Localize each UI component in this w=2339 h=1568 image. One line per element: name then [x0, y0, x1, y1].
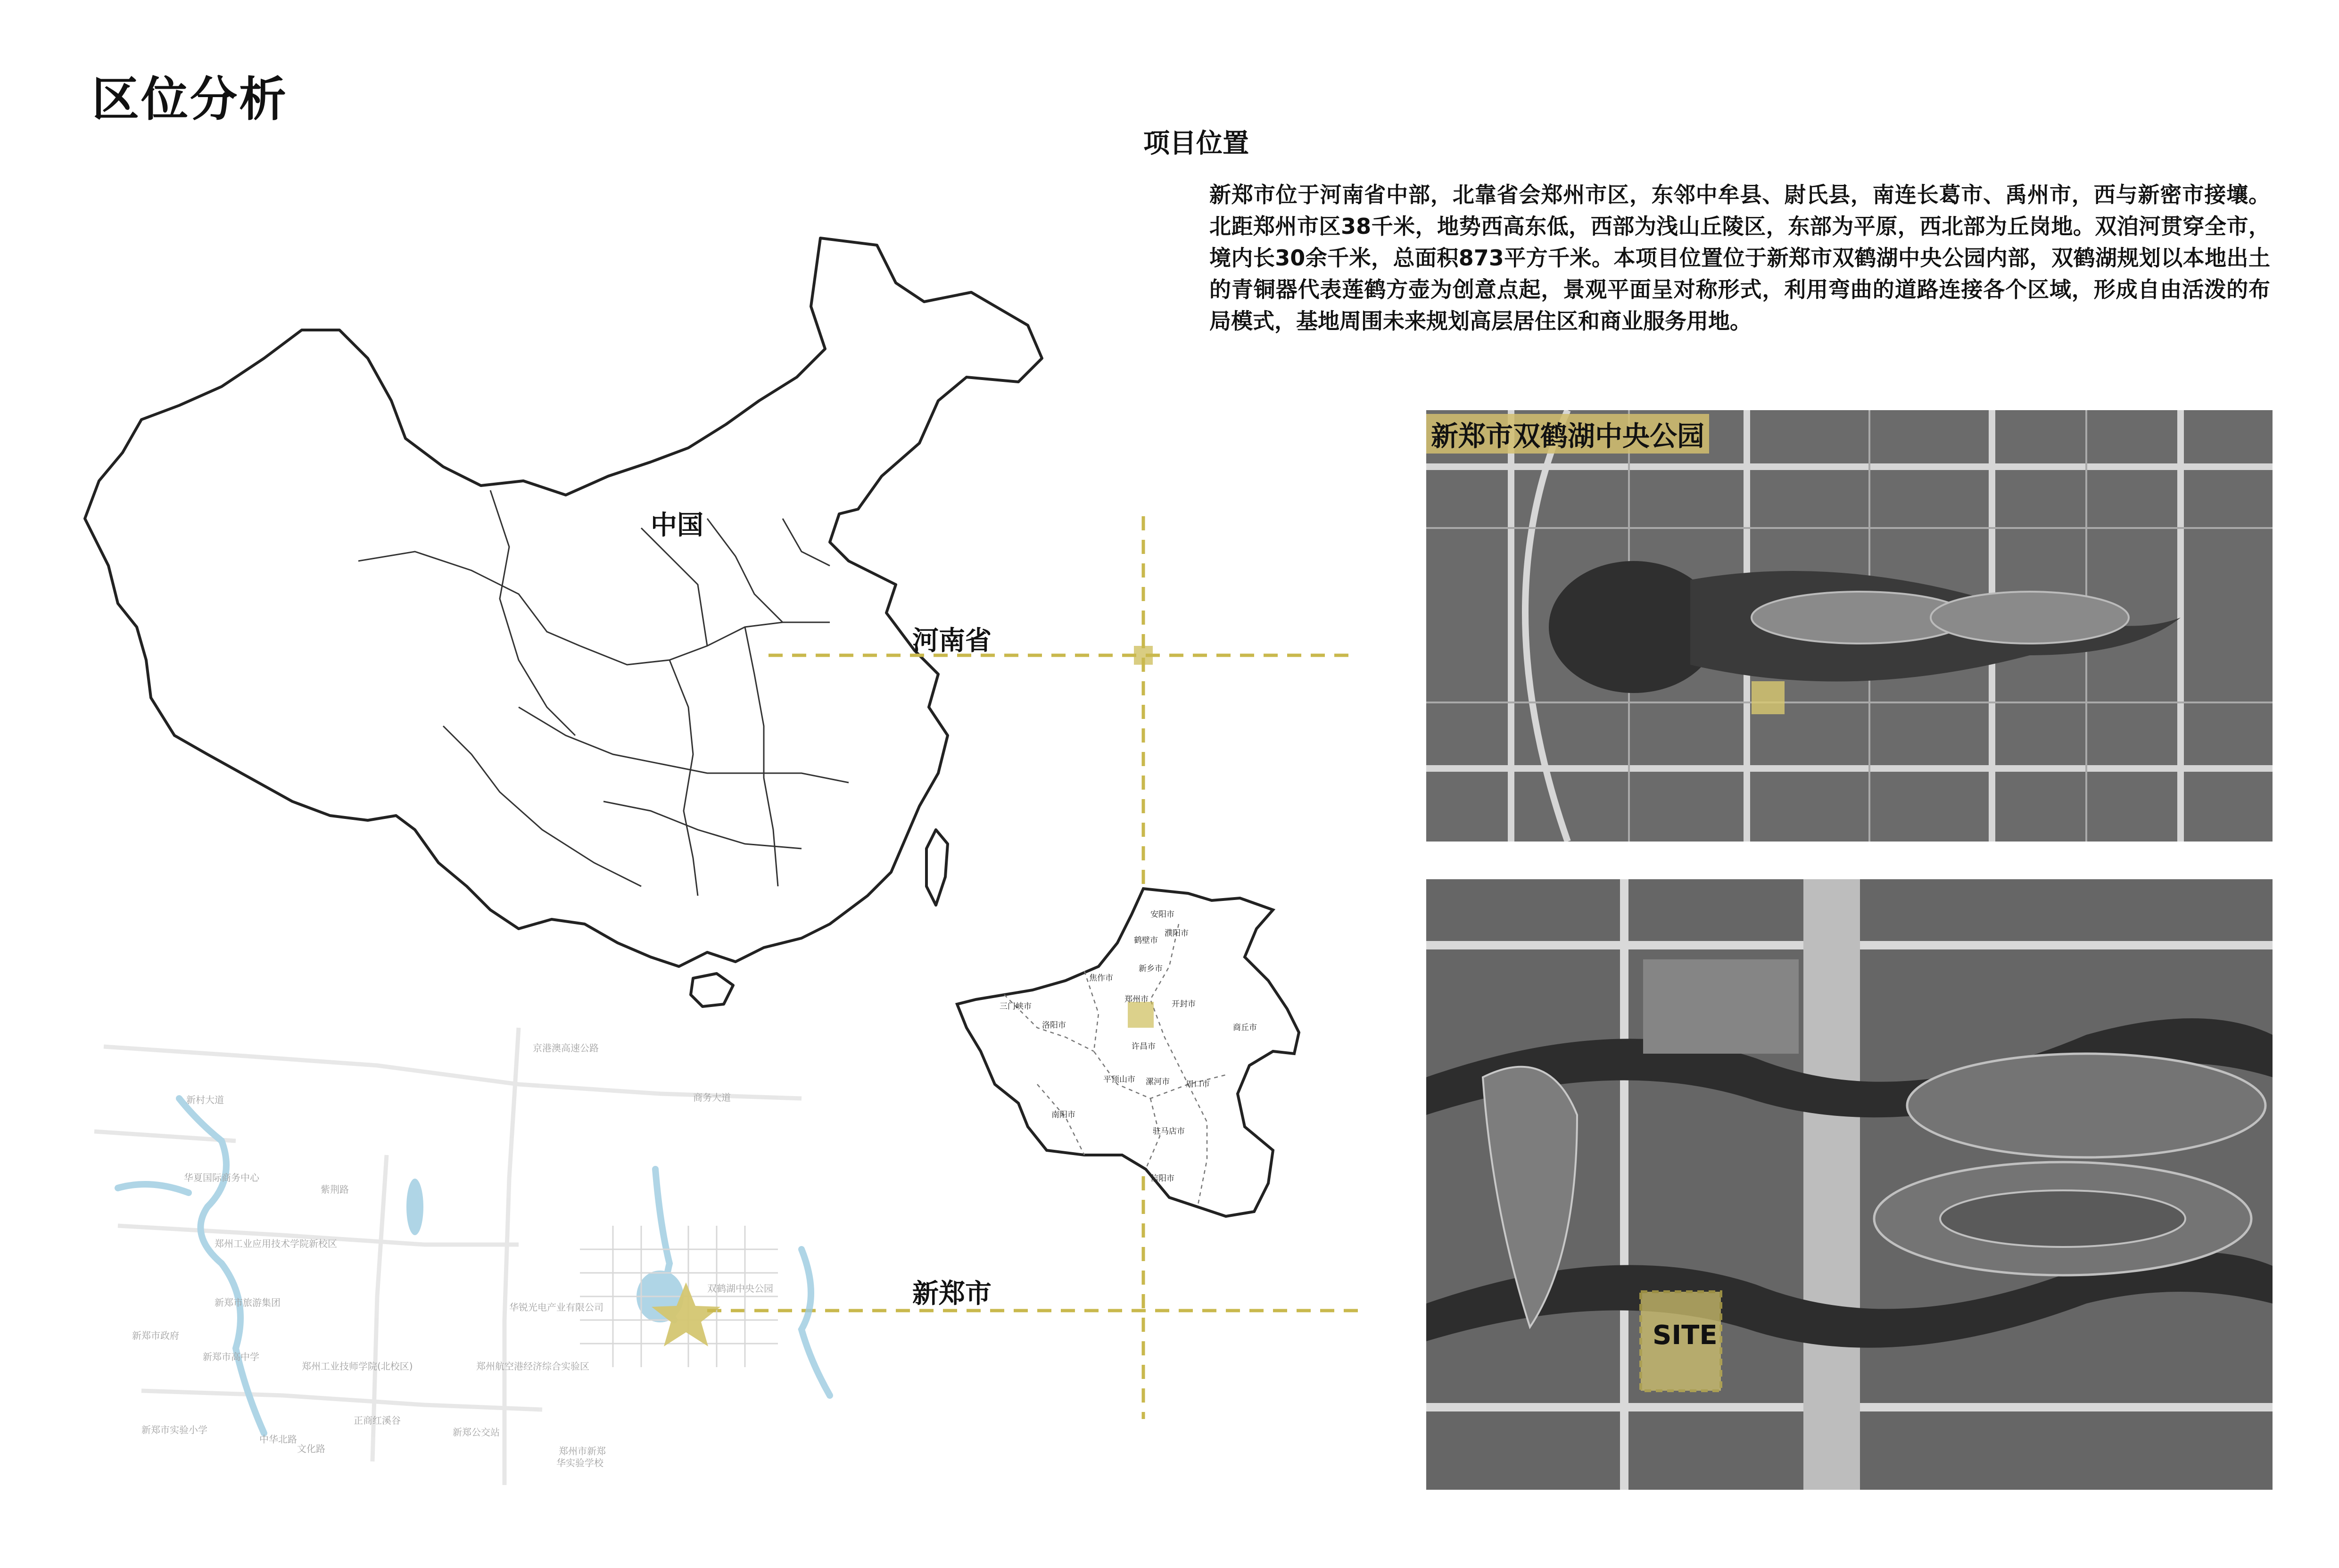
city-label: 鹤壁市 — [1134, 936, 1158, 945]
map-label: 郑州航空港经济综合实验区 — [476, 1361, 589, 1372]
city-label: 信阳市 — [1150, 1174, 1174, 1183]
map-label: 商务大道 — [693, 1092, 731, 1103]
map-label: 华实验学校 — [556, 1457, 603, 1469]
hainan-island — [691, 974, 733, 1007]
xinzheng-label: 新郑市 — [912, 1279, 992, 1309]
city-label: 安阳市 — [1150, 910, 1174, 919]
map-label: 新郑市旅游集团 — [215, 1297, 281, 1308]
henan-map — [957, 889, 1299, 1216]
city-label: 漯河市 — [1146, 1077, 1170, 1087]
zhengzhou-highlight — [1128, 1002, 1154, 1028]
map-label: 郑州工业应用技术学院新校区 — [215, 1238, 337, 1249]
map-label: 华夏国际商务中心 — [184, 1172, 259, 1183]
taiwan-island — [926, 830, 948, 905]
map-label: 新郑市实验小学 — [141, 1424, 207, 1436]
city-label: 周口市 — [1186, 1080, 1210, 1089]
city-label: 商丘市 — [1233, 1023, 1257, 1032]
location-description: 新郑市位于河南省中部，北靠省会郑州市区，东邻中牟县、尉氏县，南连长葛市、禹州市，西与新密市接壤。北距郑州市区38千米，地势西高东低，西部为浅山丘陵区，东部为平原，西北部为丘岗地。双洎河贯穿全市，境内长30余千米，总面积873平方千米。本项目位置位于新郑市双鹤湖中央公园内部，双鹤湖规划以本地出土的青铜器代表莲鹤方壶为创意点起，景观平面呈对称形式，利用弯曲的道路连接各个区域，形成自由活泼的布局模式，基地周围未来规划高层居住区和商业服务用地。 — [1209, 182, 2270, 334]
map-label: 京港澳高速公路 — [533, 1042, 599, 1054]
map-label: 新郑市高中学 — [203, 1351, 259, 1362]
city-label: 南阳市 — [1051, 1110, 1075, 1120]
map-label: 郑州市新郑 — [559, 1445, 606, 1457]
map-label: 郑州工业技师学院(北校区) — [302, 1361, 413, 1372]
local-map — [94, 1028, 830, 1485]
city-label: 焦作市 — [1089, 974, 1113, 983]
map-label: 新村大道 — [186, 1094, 224, 1106]
city-label: 许昌市 — [1132, 1042, 1156, 1051]
city-label: 三门峡市 — [1000, 1002, 1032, 1011]
page-title: 区位分析 — [92, 72, 288, 127]
china-outline — [85, 238, 1042, 966]
map-label: 新郑公交站 — [453, 1427, 500, 1438]
henan-marker — [1134, 646, 1153, 665]
map-label: 华锐光电产业有限公司 — [509, 1302, 603, 1313]
map-label: 紫荆路 — [321, 1184, 349, 1195]
aerial-detail-image — [1426, 879, 2273, 1490]
city-label: 平顶山市 — [1103, 1075, 1135, 1084]
section-heading: 项目位置 — [1143, 128, 1249, 159]
site-label: SITE — [1653, 1320, 1718, 1351]
map-label: 新郑市政府 — [132, 1330, 179, 1341]
china-map — [85, 238, 1042, 1007]
china-label: 中国 — [651, 510, 703, 541]
rivers — [118, 1098, 830, 1433]
map-label: 文化路 — [297, 1443, 325, 1454]
city-label: 新乡市 — [1139, 964, 1163, 974]
city-label: 洛阳市 — [1042, 1021, 1066, 1030]
henan-label: 河南省 — [912, 626, 992, 656]
city-label: 驻马店市 — [1153, 1127, 1185, 1136]
map-label: 双鹤湖中央公园 — [707, 1283, 773, 1294]
city-label: 开封市 — [1172, 999, 1196, 1009]
city-label: 濮阳市 — [1165, 929, 1189, 938]
overview-caption: 新郑市双鹤湖中央公园 — [1426, 414, 1709, 454]
city-label: 郑州市 — [1124, 995, 1149, 1004]
map-label: 正商红溪谷 — [354, 1415, 401, 1426]
aerial-overview-image — [1426, 410, 2273, 842]
map-label: 中华北路 — [259, 1434, 297, 1445]
